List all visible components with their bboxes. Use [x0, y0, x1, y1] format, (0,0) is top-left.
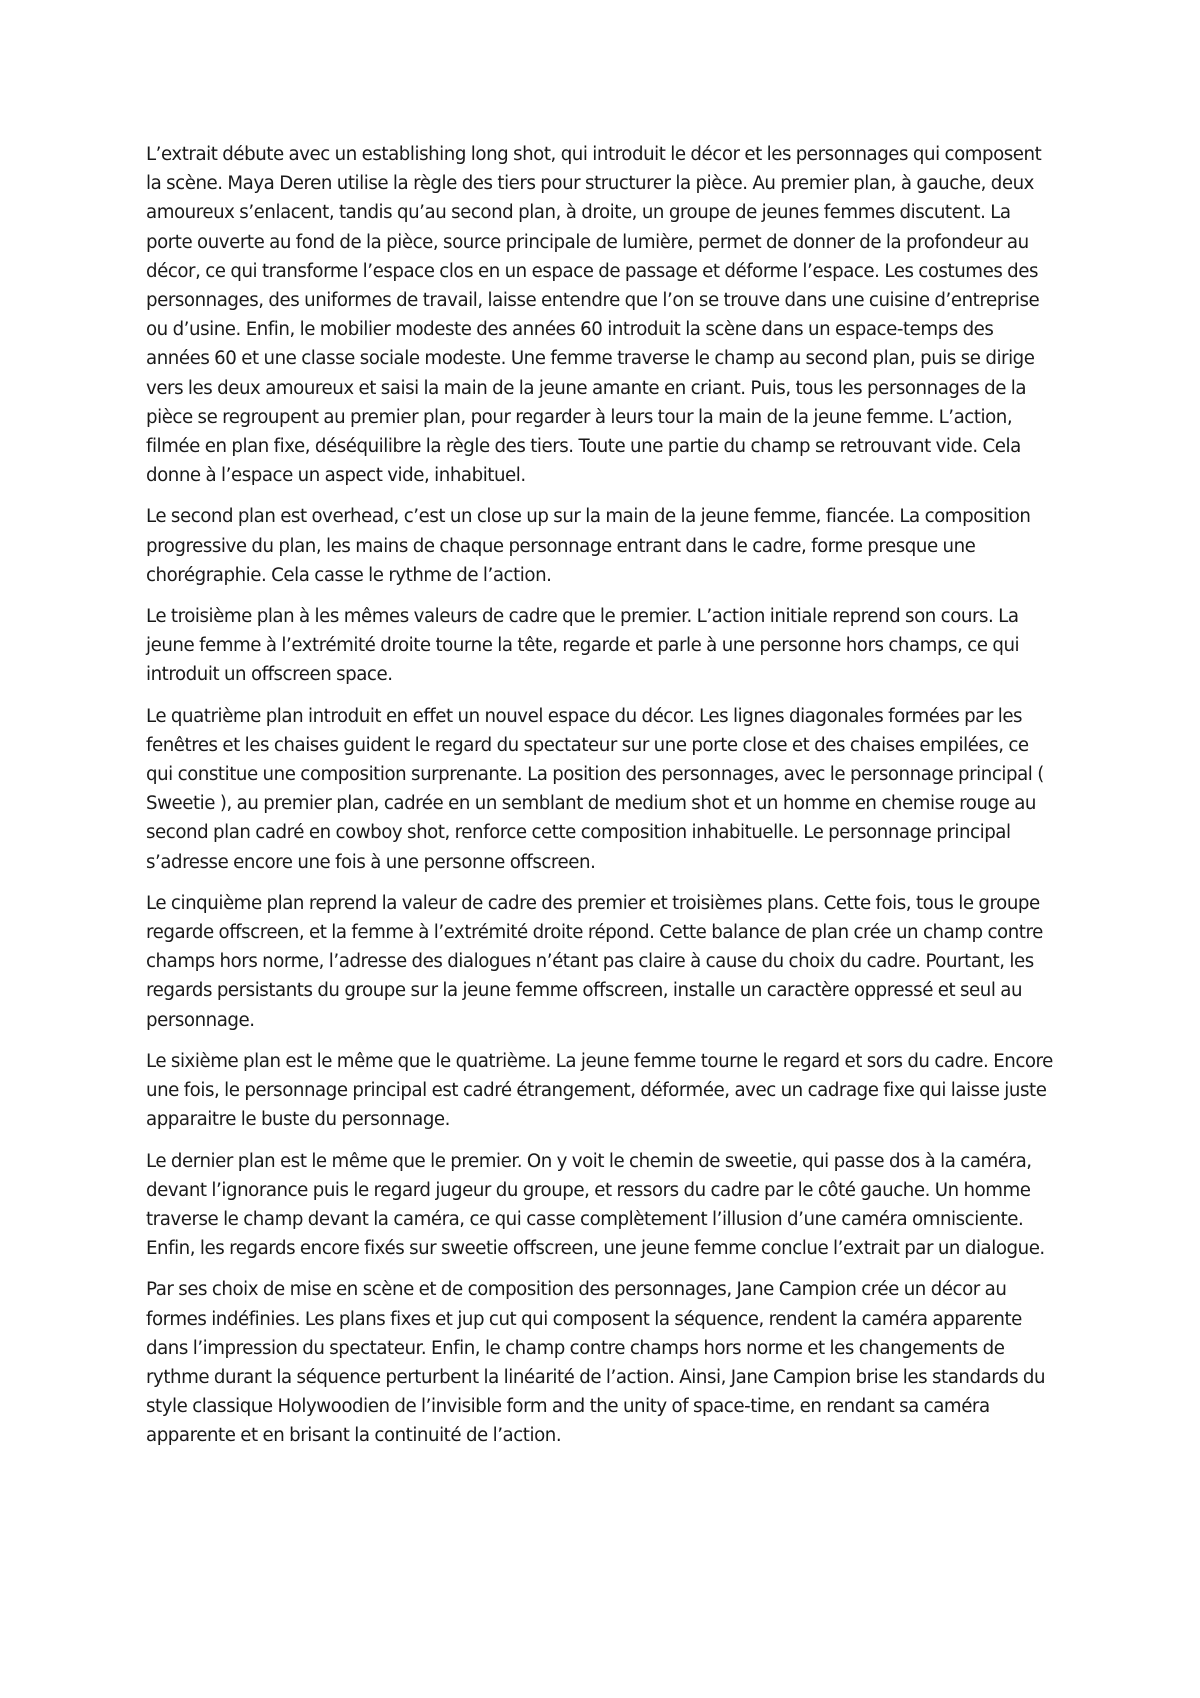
document-body	[146, 140, 1058, 1463]
paragraph-8: Par ses choix de mise en scène et de composition des personnages, Jane Campion crée un décor au formes indéfinies. Les plans fixes et jup cut qui composent la séquence, rendent la caméra apparente dans l’impression du spectateur. Enfin, le champ contre champs hors norme et les changements de rythme durant la séquence perturbent la linéarité de l’action. Ainsi, Jane Campion brise les standards du style classique Holywoodien de l’invisible form and the unity of space-time, en rendant sa caméra apparente et en brisant la continuité de l’action.	[146, 1279, 1046, 1447]
paragraph-7: Le dernier plan est le même que le premier. On y voit le chemin de sweetie, qui passe dos à la caméra, devant l’ignorance puis le regard jugeur du groupe, et ressors du cadre par le côté gauche. Un homme traverse le champ devant la caméra, ce qui casse complètement l’illusion d’une caméra omnisciente. Enfin, les regards encore fixés sur sweetie offscreen, une jeune femme conclue l’extrait par un dialogue.	[146, 1150, 1045, 1260]
paragraph-5: Le cinquième plan reprend la valeur de cadre des premier et troisièmes plans. Cette fois, tous le groupe regarde offscreen, et la femme à l’extrémité droite répond. Cette balance de plan crée un champ contre champs hors norme, l’adresse des dialogues n’étant pas claire à cause du choix du cadre. Pourtant, les regards persistants du groupe sur la jeune femme offscreen, installe un caractère oppressé et seul au personnage.	[146, 892, 1043, 1031]
paragraph-6: Le sixième plan est le même que le quatrième. La jeune femme tourne le regard et sors du cadre. Encore une fois, le personnage principal est cadré étrangement, déformée, avec un cadrage fixe qui laisse juste apparaitre le buste du personnage.	[146, 1050, 1053, 1131]
paragraph-2: Le second plan est overhead, c’est un close up sur la main de la jeune femme, fiancée. La composition progressive du plan, les mains de chaque personnage entrant dans le cadre, forme presque une chorégraphie. Cela casse le rythme de l’action.	[146, 506, 1031, 586]
paragraph-4: Le quatrième plan introduit en effet un nouvel espace du décor. Les lignes diagonales formées par les fenêtres et les chaises guident le regard du spectateur sur une porte close et des chaises empilées, ce qui constitue une composition surprenante. La position des personnages, avec le personnage principal ( Sweetie ), au premier plan, cadrée en un semblant de medium shot et un homme en chemise rouge au second plan cadré en cowboy shot, renforce cette composition inhabituelle. Le personnage principal s’adresse encore une fois à une personne offscreen.	[146, 705, 1044, 873]
paragraph-3: Le troisième plan à les mêmes valeurs de cadre que le premier. L’action initiale reprend son cours. La jeune femme à l’extrémité droite tourne la tête, regarde et parle à une personne hors champs, ce qui introduit un offscreen space.	[146, 606, 1020, 686]
paragraph-1: L’extrait débute avec un establishing long shot, qui introduit le décor et les personnages qui composent la scène. Maya Deren utilise la règle des tiers pour structurer la pièce. Au premier plan, à gauche, deux amoureux s’enlacent, tandis qu’au second plan, à droite, un groupe de jeunes femmes discutent. La porte ouverte au fond de la pièce, source principale de lumière, permet de donner de la profondeur au décor, ce qui transforme l’espace clos en un espace de passage et déforme l’espace. Les costumes des personnages, des uniformes de travail, laisse entendre que l’on se trouve dans une cuisine d’entreprise ou d’usine. Enfin, le mobilier modeste des années 60 introduit la scène dans un espace-temps des années 60 et une classe sociale modeste. Une femme traverse le champ au second plan, puis se dirige vers les deux amoureux et saisi la main de la jeune amante en criant. Puis, tous les personnages de la pièce se regroupent au premier plan, pour regarder à leurs tour la main de la jeune femme. L’action, filmée en plan fixe, déséquilibre la règle des tiers. Toute une partie du champ se retrouvant vide. Cela donne à l’espace un aspect vide, inhabituel.	[146, 144, 1042, 487]
